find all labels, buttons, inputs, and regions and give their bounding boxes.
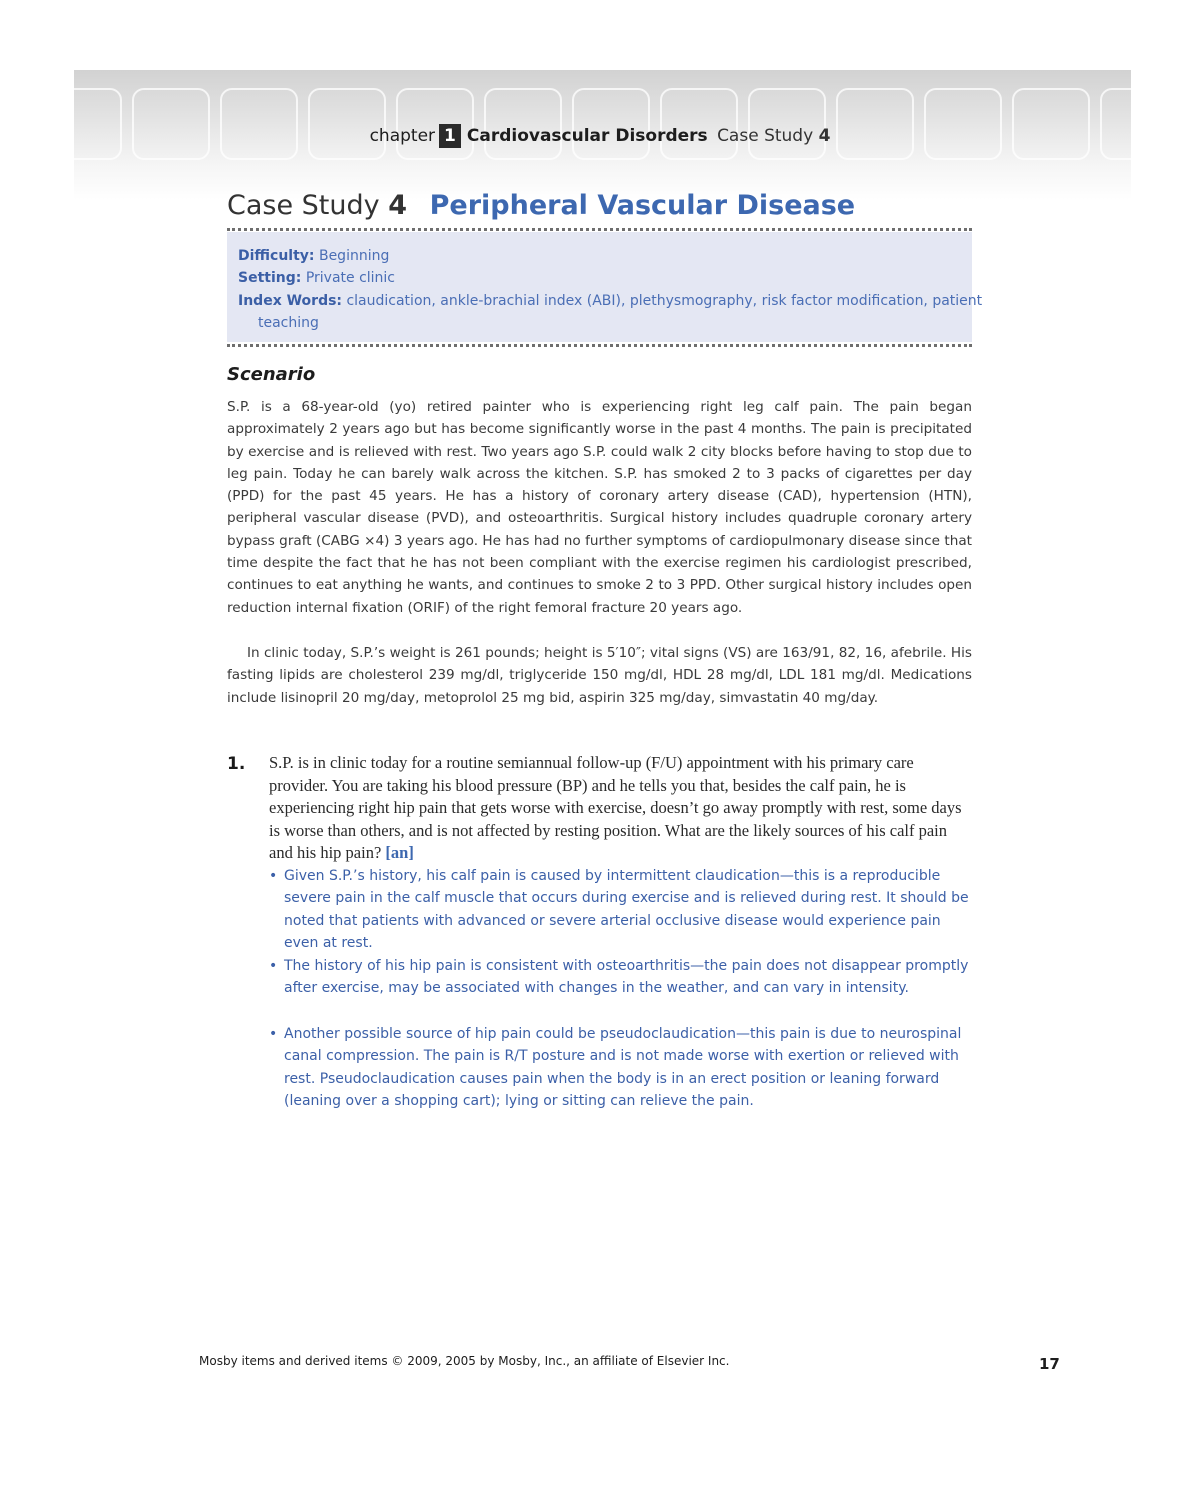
- index-words-continuation: teaching: [258, 315, 319, 331]
- scenario-heading: Scenario: [227, 364, 316, 385]
- page-number: 17: [1039, 1355, 1060, 1373]
- setting-value: Private clinic: [305, 270, 396, 286]
- answer-item: [269, 1023, 974, 1112]
- setting-row: Setting: Private clinic: [238, 270, 396, 286]
- bullet-icon: •: [269, 958, 278, 974]
- answer-item: [269, 865, 974, 954]
- copyright-footer: Mosby items and derived items © 2009, 2005 by Mosby, Inc., an affiliate of Elsevier Inc.: [199, 1354, 730, 1368]
- case-study-title: Peripheral Vascular Disease: [429, 190, 856, 221]
- chapter-word: chapter: [369, 126, 436, 146]
- bullet-icon: •: [269, 868, 278, 884]
- case-study-label: Case Study: [227, 190, 380, 221]
- index-words-row: Index Words: claudication, ankle-brachial index (ABI), plethysmography, risk factor modification, patient: [238, 293, 983, 309]
- running-case-label: Case Study 4: [717, 126, 831, 146]
- question-number: 1.: [227, 754, 246, 774]
- running-head: [0, 124, 1200, 148]
- answer-item: [269, 955, 974, 1000]
- scenario-paragraph-2: In clinic today, S.P.’s weight is 261 pounds; height is 5′10″; vital signs (VS) are 163/91, 82, 16, afebrile. His fasting lipids are cholesterol 239 mg/dl, triglyceride 150 mg/dl, HDL 28 mg/dl, LDL 181 mg/dl. Medications include lisinopril 20 mg/day, metoprolol 25 mg bid, aspirin 325 mg/day, simvastatin 40 mg/day.: [227, 645, 972, 706]
- difficulty-row: Difficulty: Beginning: [238, 248, 390, 264]
- bullet-icon: •: [269, 1026, 278, 1042]
- case-study-heading: [227, 190, 855, 221]
- dotted-divider: [227, 344, 972, 347]
- difficulty-value: Beginning: [318, 248, 390, 264]
- scenario-paragraph-1: S.P. is a 68-year-old (yo) retired painter who is experiencing right leg calf pain. The pain began approximately 2 years ago but has become significantly worse in the past 4 months. The pain is precipitated by exercise and is relieved with rest. Two years ago S.P. could walk 2 city blocks before having to stop due to leg pain. Today he can barely walk across the kitchen. S.P. has smoked 2 to 3 packs of cigarettes per day (PPD) for the past 45 years. He has a history of coronary artery disease (CAD), hypertension (HTN), peripheral vascular disease (PVD), and osteoarthritis. Surgical history includes quadruple coronary artery bypass graft (CABG ×4) 3 years ago. He has had no further symptoms of cardiopulmonary disease since that time despite the fact that he has not been compliant with the exercise regimen his cardiologist prescribed, continues to eat anything he wants, and continues to smoke 2 to 3 PPD. Other surgical history includes open reduction internal fixation (ORIF) of the right femoral fracture 20 years ago.: [227, 399, 972, 616]
- index-words-value: claudication, ankle-brachial index (ABI), plethysmography, risk factor modification, patient: [346, 293, 983, 309]
- answer-text: The history of his hip pain is consistent with osteoarthritis—the pain does not disappear promptly after exercise, may be associated with changes in the weather, and can vary in intensity.: [284, 958, 969, 997]
- answer-text: Another possible source of hip pain could be pseudoclaudication—this pain is due to neurospinal canal compression. The pain is R/T posture and is not made worse with exertion or relieved with rest. Pseudoclaudication causes pain when the body is in an erect position or leaning forward (leaning over a shopping cart); lying or sitting can relieve the pain.: [284, 1026, 962, 1109]
- question-tag: [an]: [385, 843, 414, 863]
- case-study-number: 4: [388, 190, 408, 221]
- chapter-number-badge: 1: [439, 124, 461, 148]
- dotted-divider: [227, 228, 972, 231]
- chapter-title: Cardiovascular Disorders: [466, 126, 708, 146]
- answer-text: Given S.P.’s history, his calf pain is caused by intermittent claudication—this is a reproducible severe pain in the calf muscle that occurs during exercise and is relieved during rest. It should be noted that patients with advanced or severe arterial occlusive disease would experience pain even at rest.: [284, 868, 969, 951]
- question-text: S.P. is in clinic today for a routine semiannual follow-up (F/U) appointment with his primary care provider. You are taking his blood pressure (BP) and he tells you that, besides the calf pain, he is experiencing right hip pain that gets worse with exercise, doesn’t go away promptly with rest, some days is worse than others, and is not affected by resting position. What are the likely sources of his calf pain and his hip pain? [an]: [269, 753, 962, 863]
